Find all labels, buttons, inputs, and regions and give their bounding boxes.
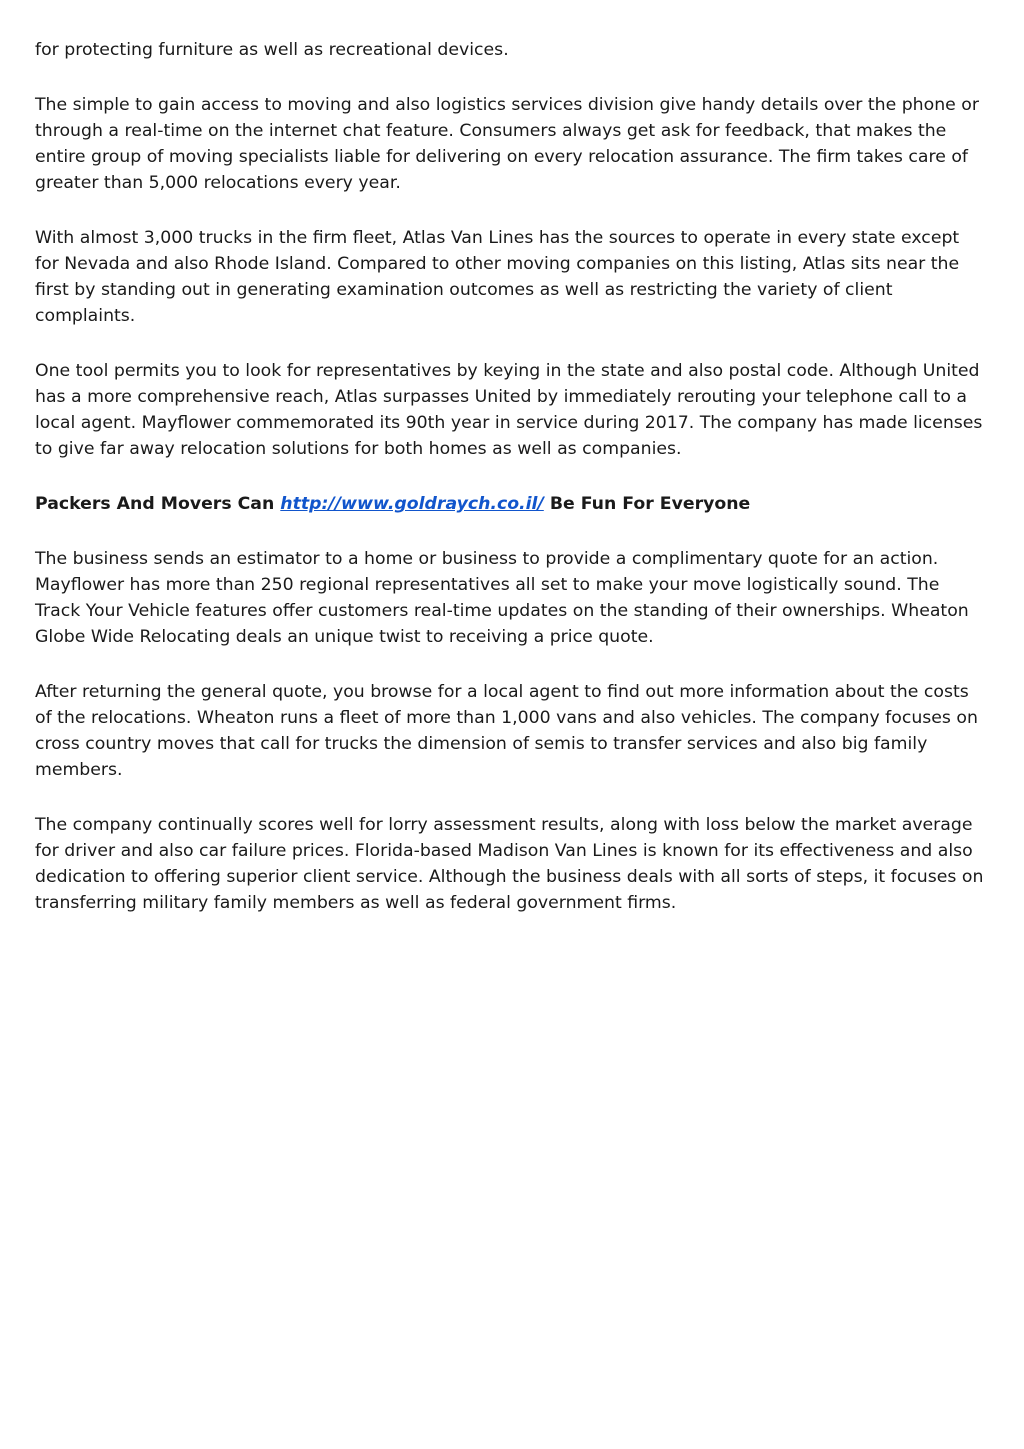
paragraph: The business sends an estimator to a home or business to provide a complimentary quote for an action. Mayflower has more than 250 regional representatives all set to make your move logistically sound. The Track Your Vehicle features offer customers real-time updates on the standing of their ownerships. Wheaton Globe Wide Relocating deals an unique twist to receiving a price quote.	[35, 549, 969, 647]
paragraph: The simple to gain access to moving and also logistics services division give handy details over the phone or through a real-time on the internet chat feature. Consumers always get ask for feedback, that makes the entire group of moving specialists liable for delivering on every relocation assurance. The firm takes care of greater than 5,000 relocations every year.	[35, 95, 979, 193]
paragraph: One tool permits you to look for representatives by keying in the state and also postal code. Although United has a more comprehensive reach, Atlas surpasses United by immediately rerouting your telephone call to a local agent. Mayflower commemorated its 90th year in service during 2017. The company has made licenses to give far away relocation solutions for both homes as well as companies.	[35, 361, 983, 459]
paragraph: After returning the general quote, you browse for a local agent to find out more information about the costs of the relocations. Wheaton runs a fleet of more than 1,000 vans and also vehicles. The company focuses on cross country moves that call for trucks the dimension of semis to transfer services and also big family members.	[35, 682, 978, 780]
paragraph: The company continually scores well for lorry assessment results, along with loss below the market average for driver and also car failure prices. Florida-based Madison Van Lines is known for its effectiveness and also dedication to offering superior client service. Although the business deals with all sorts of steps, it focuses on transferring military family members as well as federal government firms.	[35, 815, 984, 913]
heading-link[interactable]: http://www.goldraych.co.il/	[280, 494, 544, 514]
heading-prefix: Packers And Movers Can	[35, 494, 281, 514]
paragraph: With almost 3,000 trucks in the firm fleet, Atlas Van Lines has the sources to operate in every state except for Nevada and also Rhode Island. Compared to other moving companies on this listing, Atlas sits near the first by standing out in generating examination outcomes as well as restricting the variety of client complaints.	[35, 228, 960, 326]
paragraph: for protecting furniture as well as recreational devices.	[35, 40, 509, 60]
section-heading	[35, 491, 987, 517]
document-page	[35, 37, 987, 945]
heading-suffix: Be Fun For Everyone	[543, 494, 751, 514]
